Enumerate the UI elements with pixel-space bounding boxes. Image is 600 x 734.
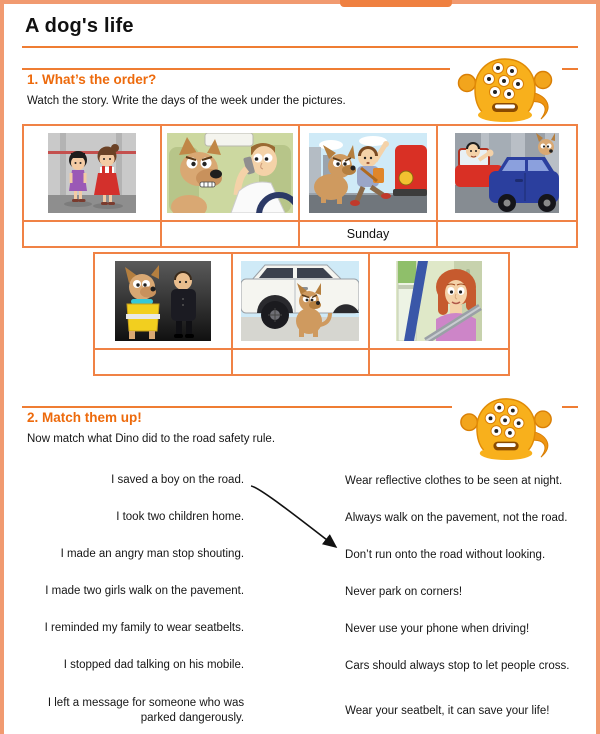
answer-cell[interactable]	[24, 222, 162, 246]
picture-dog-pulls-boy	[300, 126, 438, 220]
match-row	[22, 611, 578, 647]
section2-instruction: Now match what Dino did to the road safety rule.	[27, 433, 276, 445]
answer-text: Sunday	[346, 227, 390, 241]
picture-dog-driver-phone	[162, 126, 300, 220]
match-left-item[interactable]: I stopped dad talking on his mobile.	[63, 659, 245, 672]
match-left-item[interactable]: I made an angry man stop shouting.	[60, 548, 245, 561]
decorative-top-graphic	[340, 0, 452, 7]
match-right-item[interactable]: Always walk on the pavement, not the road.	[345, 512, 568, 524]
match-left-item[interactable]: I saved a boy on the road.	[111, 474, 245, 487]
match-row	[22, 537, 578, 573]
mascot-monster-icon	[450, 56, 562, 124]
picture-row	[95, 254, 508, 348]
page-border-right	[596, 0, 600, 734]
answer-cell[interactable]	[162, 222, 300, 246]
answer-row	[24, 220, 576, 246]
match-row	[22, 463, 578, 499]
picture-reflective-vest-night	[95, 254, 233, 348]
answer-cell[interactable]	[438, 222, 576, 246]
match-row	[22, 648, 578, 684]
match-right-item[interactable]: Wear reflective clothes to be seen at night.	[345, 475, 563, 487]
match-left-item[interactable]: I reminded my family to wear seatbelts.	[44, 622, 245, 635]
match-row	[22, 688, 578, 734]
seven-eyed-monster-icon	[450, 56, 562, 124]
match-right-item[interactable]: Never park on corners!	[345, 586, 463, 598]
picture-angry-driver	[438, 126, 576, 220]
match-right-item[interactable]: Wear your seatbelt, it can save your life!	[345, 705, 550, 717]
section2-heading: 2. Match them up!	[27, 410, 142, 425]
section1-heading: 1. What’s the order?	[27, 72, 157, 87]
order-table-row1	[22, 124, 578, 248]
match-row	[22, 574, 578, 610]
page-border-left	[0, 0, 4, 734]
answer-cell[interactable]	[95, 350, 233, 374]
match-right-item[interactable]: Never use your phone when driving!	[345, 623, 530, 635]
match-left-item[interactable]: I made two girls walk on the pavement.	[45, 585, 245, 598]
match-left-item[interactable]: I left a message for someone who was parked dangerously.	[47, 696, 245, 724]
mascot-monster-icon	[452, 396, 562, 462]
answer-row	[95, 348, 508, 374]
match-right-item[interactable]: Cars should always stop to let people cross.	[345, 660, 570, 672]
picture-row	[24, 126, 576, 220]
answer-cell[interactable]	[370, 350, 508, 374]
title-underline	[22, 46, 578, 48]
answer-cell[interactable]	[233, 350, 371, 374]
page-border-top	[0, 0, 600, 4]
order-table-row2	[93, 252, 510, 376]
section1-instruction: Watch the story. Write the days of the week under the pictures.	[27, 95, 346, 107]
picture-dog-white-car	[233, 254, 371, 348]
match-row	[22, 500, 578, 536]
picture-woman-seatbelt	[370, 254, 508, 348]
seven-eyed-monster-icon	[452, 396, 562, 462]
match-right-item[interactable]: Don’t run onto the road without looking.	[345, 549, 546, 561]
answer-cell-sunday[interactable]	[300, 222, 438, 246]
match-left-item[interactable]: I took two children home.	[116, 511, 245, 524]
picture-two-girls	[24, 126, 162, 220]
page-title: A dog's life	[25, 15, 134, 37]
